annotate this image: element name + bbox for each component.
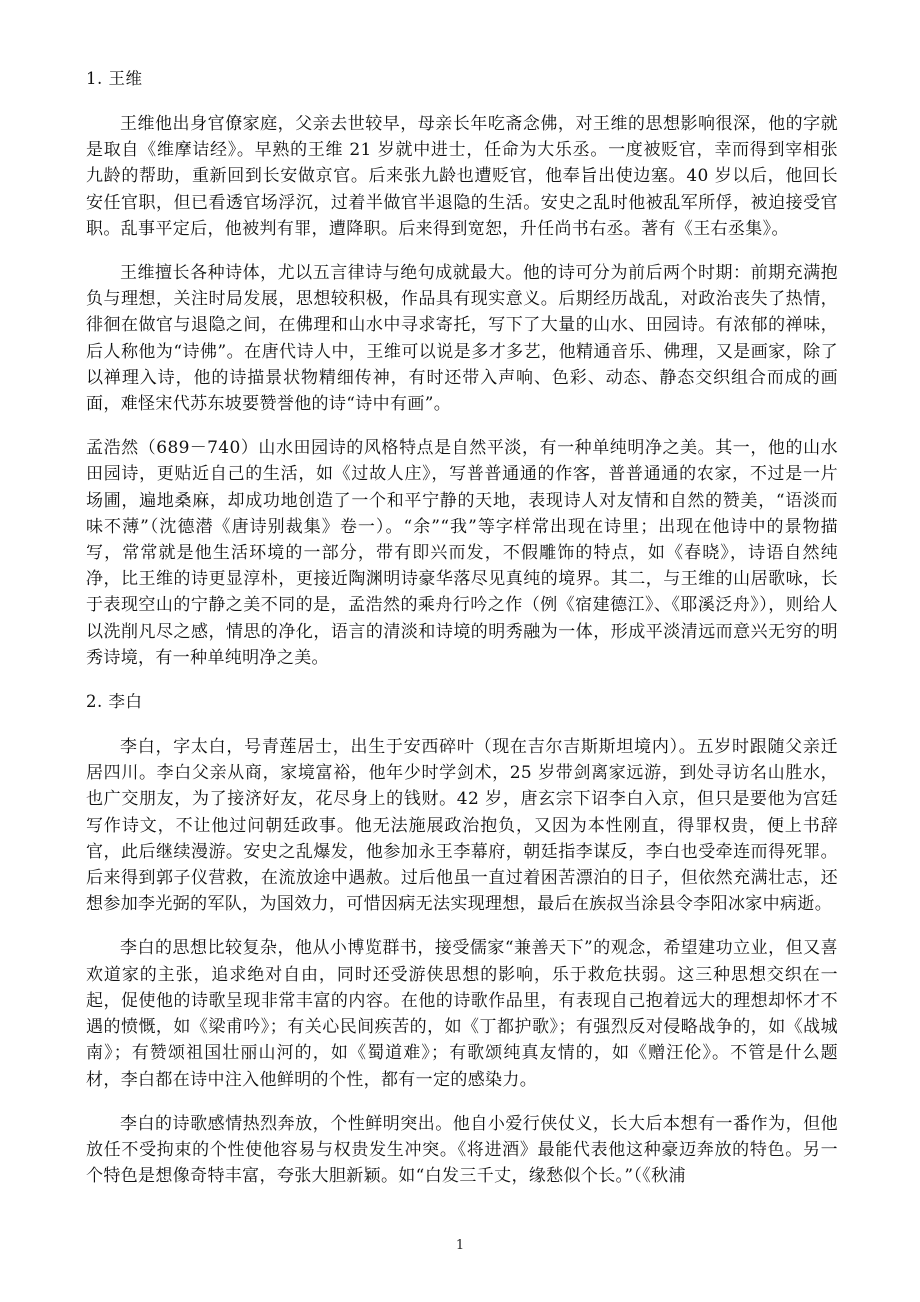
paragraph-meng-haoran: 孟浩然（689－740）山水田园诗的风格特点是自然平淡，有一种单纯明净之美。其一，他的山水田园诗，更贴近自己的生活，如《过故人庄》，写普普通通的作客，普普通通的农家，不过是一片场圃，遍地桑麻，却成功地创造了一个和平宁静的天地，表现诗人对友情和自然的赞美，“语淡而味不薄”（沈德潜《唐诗别裁集》卷一）。“余”“我”等字样常出现在诗里；出现在他诗中的景物描写，常常就是他生活环境的一部分，带有即兴而发，不假雕饰的特点，如《春晓》，诗语自然纯净，比王维的诗更显淳朴，更接近陶渊明诗豪华落尽见真纯的境界。其二，与王维的山居歌咏，长于表现空山的宁静之美不同的是，孟浩然的乘舟行吟之作（例《宿建德江》、《耶溪泛舟》），则给人以洗削凡尽之感，情思的净化，语言的清淡和诗境的明秀融为一体，形成平淡清远而意兴无穷的明秀诗境，有一种单纯明净之美。 xyxy=(86,438,838,668)
page-number: 1 xyxy=(455,1238,465,1253)
section-heading-li-bai: 2. 李白 xyxy=(86,692,143,712)
paragraph-li-bai-style: 李白的诗歌感情热烈奔放，个性鲜明突出。他自小爱行侠仗义，长大后本想有一番作为，但他放任不受拘束的个性使他容易与权贵发生冲突。《将进酒》最能代表他这种豪迈奔放的特色。另一个特色是想像奇特丰富，夸张大胆新颖。如“白发三千丈，缘愁似个长。”（《秋浦 xyxy=(86,1113,838,1187)
paragraph-li-bai-thought: 李白的思想比较复杂，他从小博览群书，接受儒家“兼善天下”的观念，希望建功立业，但又喜欢道家的主张，追求绝对自由，同时还受游侠思想的影响，乐于救危扶弱。这三种思想交织在一起，促使他的诗歌呈现非常丰富的内容。在他的诗歌作品里，有表现自己抱着远大的理想却怀才不遇的愤慨，如《梁甫吟》；有关心民间疾苦的，如《丁都护歌》；有强烈反对侵略战争的，如《战城南》；有赞颂祖国壮丽山河的，如《蜀道难》；有歌颂纯真友情的，如《赠汪伦》。不管是什么题材，李白都在诗中注入他鲜明的个性，都有一定的感染力。 xyxy=(86,938,838,1090)
paragraph-wang-wei-poetry: 王维擅长各种诗体，尤以五言律诗与绝句成就最大。他的诗可分为前后两个时期：前期充满抱负与理想，关注时局发展，思想较积极，作品具有现实意义。后期经历战乱，对政治丧失了热情，徘徊在做官与退隐之间，在佛理和山水中寻求寄托，写下了大量的山水、田园诗。有浓郁的禅味，后人称他为“诗佛”。在唐代诗人中，王维可以说是多才多艺，他精通音乐、佛理，又是画家，除了以禅理入诗，他的诗描景状物精细传神，有时还带入声响、色彩、动态、静态交织组合而成的画面，难怪宋代苏东坡要赞誉他的诗“诗中有画”。 xyxy=(86,263,838,415)
document-page xyxy=(86,66,838,1207)
paragraph-li-bai-biography: 李白，字太白，号青莲居士，出生于安西碎叶（现在吉尔吉斯斯坦境内）。五岁时跟随父亲迁居四川。李白父亲从商，家境富裕，他年少时学剑术，25 岁带剑离家远游，到处寻访名山胜水，也广交朋友，为了接济好友，花尽身上的钱财。42 岁，唐玄宗下诏李白入京，但只是要他为宫廷写作诗文，不让他过问朝廷政事。他无法施展政治抱负，又因为本性刚直，得罪权贵，便上书辞官，此后继续漫游。安史之乱爆发，他参加永王李幕府，朝廷指李谋反，李白也受牵连而得死罪。后来得到郭子仪营救，在流放途中遇赦。过后他虽一直过着困苦漂泊的日子，但依然充满壮志，还想参加李光弼的军队，为国效力，可惜因病无法实现理想，最后在族叔当涂县令李阳冰家中病逝。 xyxy=(86,737,838,915)
section-heading-wang-wei: 1. 王维 xyxy=(86,69,143,88)
paragraph-wang-wei-biography: 王维他出身官僚家庭，父亲去世较早，母亲长年吃斋念佛，对王维的思想影响很深，他的字就是取自《维摩诘经》。早熟的王维 21 岁就中进士，任命为大乐丞。一度被贬官，幸而得到宰相张九龄的帮助，重新回到长安做京官。后来张九龄也遭贬官，他奉旨出使边塞。40 岁以后，他回长安任官职，但已看透官场浮沉，过着半做官半退隐的生活。安史之乱时他被乱军所俘，被迫接受官职。乱事平定后，他被判有罪，遭降职。后来得到宽恕，升任尚书右丞。著有《王右丞集》。 xyxy=(86,114,838,239)
